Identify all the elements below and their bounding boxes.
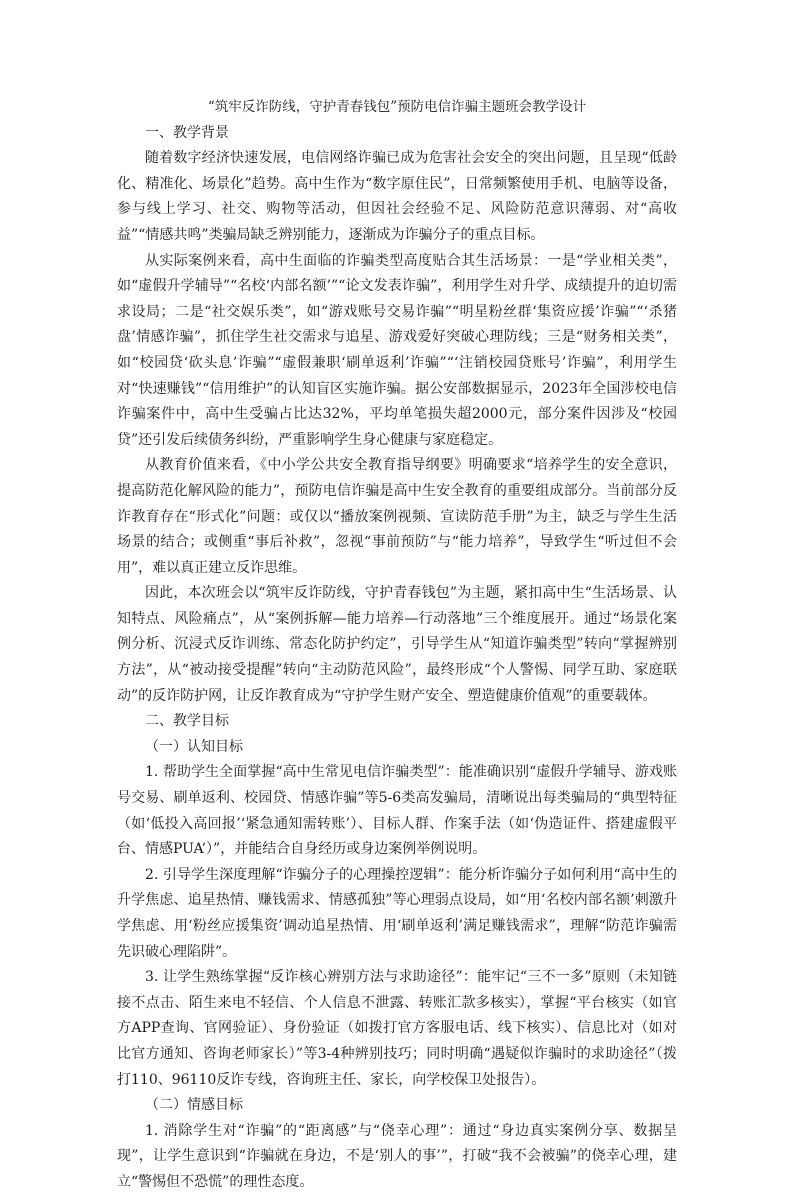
subsection-heading-emotional: （二）情感目标	[145, 1097, 243, 1114]
document-title: “筑牢反诈防线，守护青春钱包”预防电信诈骗主题班会教学设计	[207, 99, 587, 115]
section-heading-goals: 二、教学目标	[145, 713, 229, 730]
cognitive-goal-1: 1. 帮助学生全面掌握“高中生常见电信诈骗类型”：能准确识别“虚假升学辅导、游戏账号交易、刷单返利、校园贷、情感诈骗”等5-6类高发骗局，清晰说出每类骗局的“典型特征（如‘低投入高回报’‘紧急通知需转账’）、目标人群、作案手法（如‘伪造证件、搭建虚假平台、情感PUA’）”，并能结合自身经历或身边案例举例说明。	[117, 764, 677, 858]
emotional-goal-1: 1. 消除学生对“诈骗”的“距离感”与“侥幸心理”：通过“身边真实案例分享、数据呈现”，让学生意识到“诈骗就在身边，不是‘别人的事’”，打破“我不会被骗”的侥幸心理，建立“警惕但不恐慌”的理性态度。	[117, 1122, 677, 1190]
document-page	[117, 95, 677, 1196]
background-paragraph-2: 从实际案例来看，高中生面临的诈骗类型高度贴合其生活场景：一是“学业相关类”，如“虚假升学辅导”“名校‘内部名额’”“论文发表诈骗”，利用学生对升学、成绩提升的迫切需求设局；二是“社交娱乐类”，如“游戏账号交易诈骗”“明星粉丝群‘集资应援’诈骗”“‘杀猪盘’情感诈骗”，抓住学生社交需求与追星、游戏爱好突破心理防线；三是“财务相关类”，如“校园贷‘砍头息’诈骗”“虚假兼职‘刷单返利’诈骗”“‘注销校园贷账号’诈骗”，利用学生对“快速赚钱”“信用维护”的认知盲区实施诈骗。据公安部数据显示，2023年全国涉校电信诈骗案件中，高中生受骗占比达32%，平均单笔损失超2000元，部分案件因涉及“校园贷”还引发后续债务纠纷，严重影响学生身心健康与家庭稳定。	[117, 252, 677, 448]
background-paragraph-3: 从教育价值来看，《中小学公共安全教育指导纲要》明确要求“培养学生的安全意识，提高防范化解风险的能力”，预防电信诈骗是高中生安全教育的重要组成部分。当前部分反诈教育存在“形式化”问题：或仅以“播放案例视频、宣读防范手册”为主，缺乏与学生生活场景的结合；或侧重“事后补救”，忽视“事前预防”与“能力培养”，导致学生“听过但不会用”，难以真正建立反诈思维。	[117, 457, 677, 576]
section-heading-background: 一、教学背景	[145, 124, 229, 141]
cognitive-goal-2: 2. 引导学生深度理解“诈骗分子的心理操控逻辑”：能分析诈骗分子如何利用“高中生的升学焦虑、追星热情、赚钱需求、情感孤独”等心理弱点设局，如“用‘名校内部名额’刺激升学焦虑、用‘粉丝应援集资’调动追星热情、用‘刷单返利’满足赚钱需求”，理解“防范诈骗需先识破心理陷阱”。	[117, 866, 677, 960]
background-paragraph-1: 随着数字经济快速发展，电信网络诈骗已成为危害社会安全的突出问题，且呈现“低龄化、精准化、场景化”趋势。高中生作为“数字原住民”，日常频繁使用手机、电脑等设备，参与线上学习、社交、购物等活动，但因社会经验不足、风险防范意识薄弱、对“高收益”“情感共鸣”类骗局缺乏辨别能力，逐渐成为诈骗分子的重点目标。	[117, 150, 677, 243]
cognitive-goal-3: 3. 让学生熟练掌握“反诈核心辨别方法与求助途径”：能牢记“三不一多”原则（未知链接不点击、陌生来电不轻信、个人信息不泄露、转账汇款多核实），掌握“平台核实（如官方APP查询、官网验证）、身份验证（如拨打官方客服电话、线下核实）、信息比对（如对比官方通知、咨询老师家长）”等3-4种辨别技巧；同时明确“遇疑似诈骗时的求助途径”（拨打110、96110反诈专线，咨询班主任、家长，向学校保卫处报告）。	[117, 969, 677, 1088]
subsection-heading-cognitive: （一）认知目标	[145, 738, 243, 755]
background-paragraph-4: 因此，本次班会以“筑牢反诈防线，守护青春钱包”为主题，紧扣高中生“生活场景、认知特点、风险痛点”，从“案例拆解—能力培养—行动落地”三个维度展开。通过“场景化案例分析、沉浸式反诈训练、常态化防护约定”，引导学生从“知道诈骗类型”转向“掌握辨别方法”，从“被动接受提醒”转向“主动防范风险”，最终形成“个人警惕、同学互助、家庭联动”的反诈防护网，让反诈教育成为“守护学生财产安全、塑造健康价值观”的重要载体。	[117, 585, 677, 704]
